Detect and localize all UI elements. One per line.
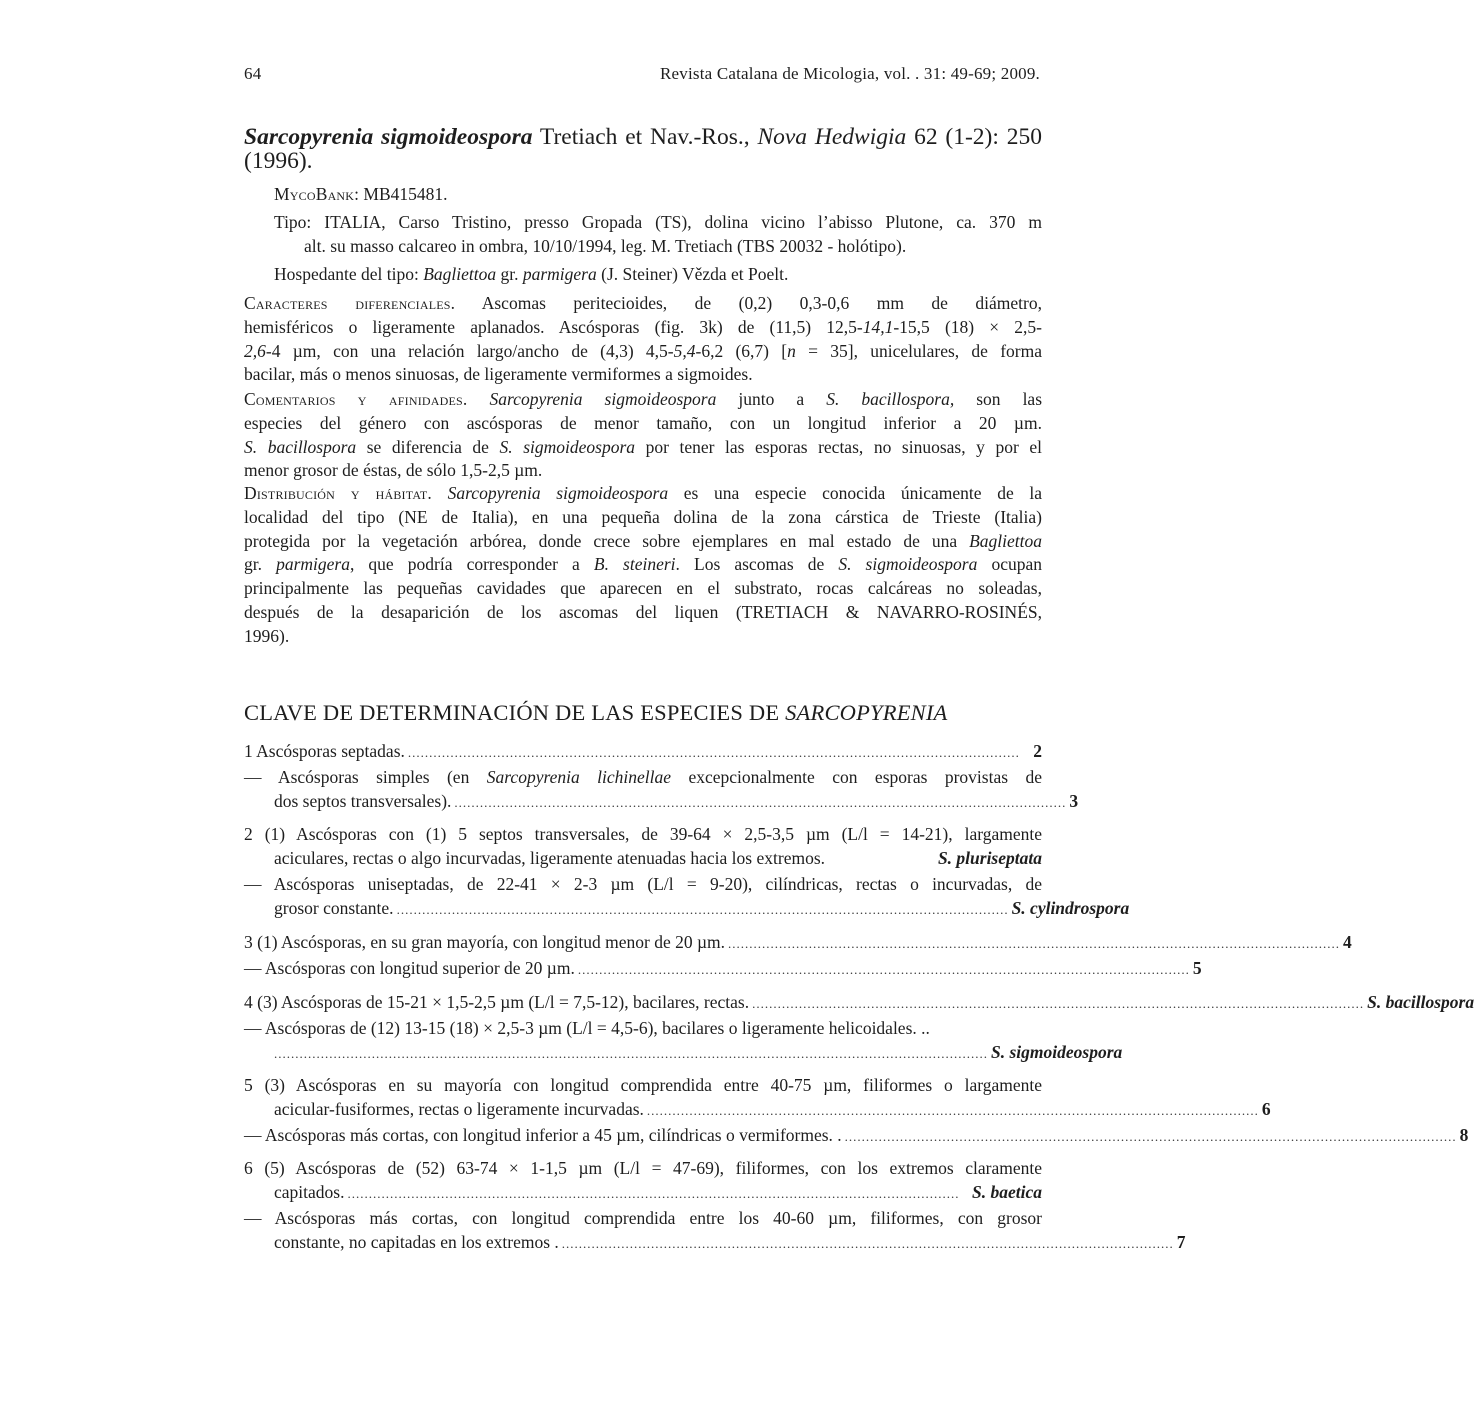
page-number: 64	[244, 64, 262, 83]
caracteres-text: -15,5 (18) × 2,5-	[893, 316, 1042, 337]
comentarios-text: se diferencia de	[356, 436, 500, 457]
key-lead-text: excepcionalmente con esporas provistas de	[671, 767, 1042, 787]
key-lead	[244, 1180, 1042, 1206]
species-ref: S. sigmoideospora	[499, 436, 636, 457]
leader-dots: ................................................................................................................................................	[407, 745, 1020, 760]
distribucion-text: protegida por la vegetación arbórea, donde crece sobre ejemplares en mal estado de una	[244, 530, 970, 551]
species-ref: Bagliettoa	[969, 530, 1042, 551]
host-gr: gr.	[496, 264, 523, 284]
mycobank-id: : MB415481.	[354, 184, 448, 204]
key-result: 2	[1033, 741, 1042, 761]
distribucion-text: es una especie conocida únicamente de la	[668, 483, 1043, 503]
distribucion-text: después de la desaparición de los ascomas del liquen (TRETIACH & NAVARRO-ROSINÉS,	[244, 601, 1042, 622]
key-lead	[244, 1097, 1271, 1123]
key-result: S. pluriseptata	[937, 848, 1042, 868]
distribucion-paragraph	[244, 482, 1042, 649]
caracteres-label: Caracteres diferenciales.	[244, 293, 456, 313]
caracteres-value: 14,1	[862, 316, 894, 337]
mycobank-line	[274, 182, 1042, 206]
species-ref: Sarcopyrenia lichinellae	[486, 767, 672, 787]
key-couplet-2	[244, 822, 1130, 922]
leader-dots: ................................................................................................................................................	[728, 936, 1341, 951]
key-lead-text: — Ascósporas con longitud superior de 20 µm.	[244, 958, 575, 978]
species-ref: Sarcopyrenia sigmoideospora	[489, 389, 717, 409]
key-lead	[244, 930, 1352, 956]
comentarios-text: por tener las esporas rectas, no sinuosas, y por el	[635, 436, 1043, 457]
species-details	[274, 182, 1042, 286]
leader-dots: ........................................................................................................................................................................	[274, 1046, 988, 1061]
key-lead-text: aciculares, rectas o algo incurvadas, ligeramente atenuadas hacia los extremos.	[274, 848, 826, 868]
host-line	[274, 262, 1042, 286]
key-title-genus: SARCOPYRENIA	[785, 700, 948, 725]
species-ref: S. sigmoideospora	[838, 554, 978, 575]
key-result: S. baetica	[972, 1182, 1042, 1202]
leader-dots: ................................................................................................................................................	[396, 902, 1009, 917]
caracteres-n: n	[787, 340, 796, 361]
key-result: 5	[1192, 958, 1202, 978]
species-name: Sarcopyrenia sigmoideospora	[244, 124, 533, 150]
distribucion-text: gr.	[244, 554, 277, 575]
key-lead	[244, 896, 1130, 922]
mycobank-label: MycoBank	[274, 184, 355, 204]
publication-year: (1996).	[244, 148, 313, 174]
key-couplet-1	[244, 739, 1079, 815]
distribucion-text: principalmente las pequeñas cavidades que aparecen en el substrato, rocas calcáreas no soleadas,	[244, 578, 1042, 599]
key-result: S. cylindrospora	[1011, 898, 1130, 918]
key-lead-text: grosor constante.	[274, 898, 394, 918]
key-lead-text: 1 Ascósporas septadas.	[244, 741, 405, 761]
publication-ref: 62 (1-2): 250	[906, 124, 1042, 150]
key-lead	[244, 956, 1202, 982]
key-lead	[244, 1230, 1186, 1256]
host-species: parmigera	[522, 264, 597, 284]
leader-dots: ................................................................................................................................................	[752, 996, 1365, 1011]
type-line-2: alt. su masso calcareo in ombra, 10/10/1994, leg. M. Tretiach (TBS 20032 - holótipo).	[304, 236, 907, 256]
species-heading	[244, 125, 1042, 173]
key-lead-text: 6 (5) Ascósporas de (52) 63-74 × 1-1,5 µm (L/l = 47-69), filiformes, con los extremos claramente	[244, 1158, 1042, 1178]
key-lead-text: capitados.	[274, 1182, 345, 1202]
leader-dots: ................................................................................................................................................	[577, 962, 1190, 977]
key-couplet-5	[244, 1073, 1469, 1149]
caracteres-paragraph	[244, 292, 1042, 387]
caracteres-text: -4 µm, con una relación largo/ancho de (4,3) 4,5-	[265, 340, 674, 361]
distribucion-text: , que podría corresponder a	[349, 554, 594, 575]
comentarios-text: son las	[954, 389, 1043, 409]
key-lead	[244, 1040, 1123, 1066]
comentarios-label: Comentarios y afinidades.	[244, 389, 468, 409]
journal-citation: Revista Catalana de Micologia, vol. . 31: 49-69; 2009.	[659, 64, 1040, 83]
distribucion-label: Distribución y hábitat.	[244, 483, 432, 503]
key-result: S. bacillospora	[1367, 992, 1474, 1012]
key-lead	[244, 789, 1079, 815]
key-result: 8	[1459, 1125, 1469, 1145]
key-lead-text: acicular-fusiformes, rectas o ligeramente incurvadas.	[274, 1099, 644, 1119]
key-result: S. sigmoideospora	[991, 1042, 1123, 1062]
key-lead-text: 5 (3) Ascósporas en su mayoría con longitud comprendida entre 40-75 µm, filiformes o largamente	[244, 1075, 1042, 1095]
key-lead	[244, 739, 1042, 765]
type-line-1: Tipo: ITALIA, Carso Tristino, presso Gropada (TS), dolina vicino l’abisso Plutone, ca. 370 m	[274, 212, 1042, 232]
leader-dots: ................................................................................................................................................	[646, 1103, 1259, 1118]
publication-name: Nova Hedwigia	[757, 124, 907, 150]
caracteres-text: -6,2 (6,7) [	[695, 340, 788, 361]
species-ref: Sarcopyrenia sigmoideospora	[447, 483, 669, 503]
comentarios-text: menor grosor de éstas, de sólo 1,5-2,5 µm.	[244, 460, 543, 481]
key-title	[244, 700, 948, 726]
key-couplet-4	[244, 990, 1474, 1066]
comentarios-text: junto a	[716, 389, 827, 409]
key-couplet-3	[244, 930, 1352, 982]
key-lead-text: — Ascósporas simples (en	[244, 767, 487, 787]
host-authority: (J. Steiner) Vězda et Poelt.	[596, 264, 789, 284]
distribucion-text: 1996).	[244, 625, 290, 646]
key-lead-text: — Ascósporas de (12) 13-15 (18) × 2,5-3 µm (L/l = 4,5-6), bacilares o ligeramente helicoidales. ..	[244, 1018, 930, 1038]
leader-dots: ................................................................................................................................................	[561, 1236, 1174, 1251]
key-result: 6	[1261, 1099, 1271, 1119]
leader-dots: ................................................................................................................................................	[844, 1129, 1457, 1144]
key-result: 4	[1343, 932, 1352, 952]
key-result: 7	[1176, 1232, 1186, 1252]
key-lead	[244, 990, 1474, 1016]
host-label: Hospedante del tipo:	[274, 264, 424, 284]
species-authority: Tretiach et Nav.-Ros.,	[532, 124, 758, 150]
key-result: 3	[1069, 791, 1079, 811]
distribucion-text: localidad del tipo (NE de Italia), en una pequeña dolina de la zona cárstica de Trieste (Italia)	[244, 506, 1042, 527]
caracteres-text: hemisféricos o ligeramente aplanados. Ascósporas (fig. 3k) de (11,5) 12,5-	[244, 316, 863, 337]
key-lead-text: dos septos transversales).	[274, 791, 452, 811]
species-ref: S. bacillospora	[244, 436, 357, 457]
key-lead-text: — Ascósporas más cortas, con longitud inferior a 45 µm, cilíndricas o vermiformes. .	[244, 1125, 842, 1145]
key-lead-text: 2 (1) Ascósporas con (1) 5 septos transversales, de 39-64 × 2,5-3,5 µm (L/l = 14-21), largamente	[244, 824, 1042, 844]
key-lead-text: constante, no capitadas en los extremos .	[274, 1232, 559, 1252]
key-lead-text: — Ascósporas más cortas, con longitud comprendida entre los 40-60 µm, filiformes, con grosor	[244, 1208, 1042, 1228]
key-lead-text: 4 (3) Ascósporas de 15-21 × 1,5-2,5 µm (L/l = 7,5-12), bacilares, rectas.	[244, 992, 750, 1012]
key-title-text: CLAVE DE DETERMINACIÓN DE LAS ESPECIES DE	[244, 700, 786, 725]
distribucion-text: ocupan	[977, 554, 1042, 575]
host-genus: Bagliettoa	[423, 264, 497, 284]
key-lead-text: 3 (1) Ascósporas, en su gran mayoría, con longitud menor de 20 µm.	[244, 932, 726, 952]
caracteres-value: 2,6	[244, 340, 266, 361]
key-lead	[244, 846, 1042, 872]
caracteres-text: bacilar, más o menos sinuosas, de ligeramente vermiformes a sigmoides.	[244, 364, 753, 385]
comentarios-paragraph	[244, 388, 1042, 483]
species-ref: S. bacillospora,	[826, 389, 955, 409]
comentarios-text: especies del género con ascósporas de menor tamaño, con un longitud inferior a 20 µm.	[244, 412, 1042, 433]
caracteres-text: = 35], unicelulares, de forma	[795, 340, 1043, 361]
caracteres-text: Ascomas peritecioides, de (0,2) 0,3-0,6 mm de diámetro,	[455, 293, 1042, 313]
leader-dots: ................................................................................................................................................	[347, 1186, 960, 1201]
species-ref: parmigera	[276, 554, 350, 575]
distribucion-text: . Los ascomas de	[675, 554, 839, 575]
leader-dots: ................................................................................................................................................	[454, 795, 1067, 810]
key-lead-text: — Ascósporas uniseptadas, de 22-41 × 2-3 µm (L/l = 9-20), cilíndricas, rectas o incurvadas, de	[244, 874, 1042, 894]
caracteres-value: 5,4	[673, 340, 696, 361]
key-lead	[244, 1123, 1469, 1149]
key-couplet-6	[244, 1156, 1186, 1256]
species-ref: B. steineri	[593, 554, 676, 575]
